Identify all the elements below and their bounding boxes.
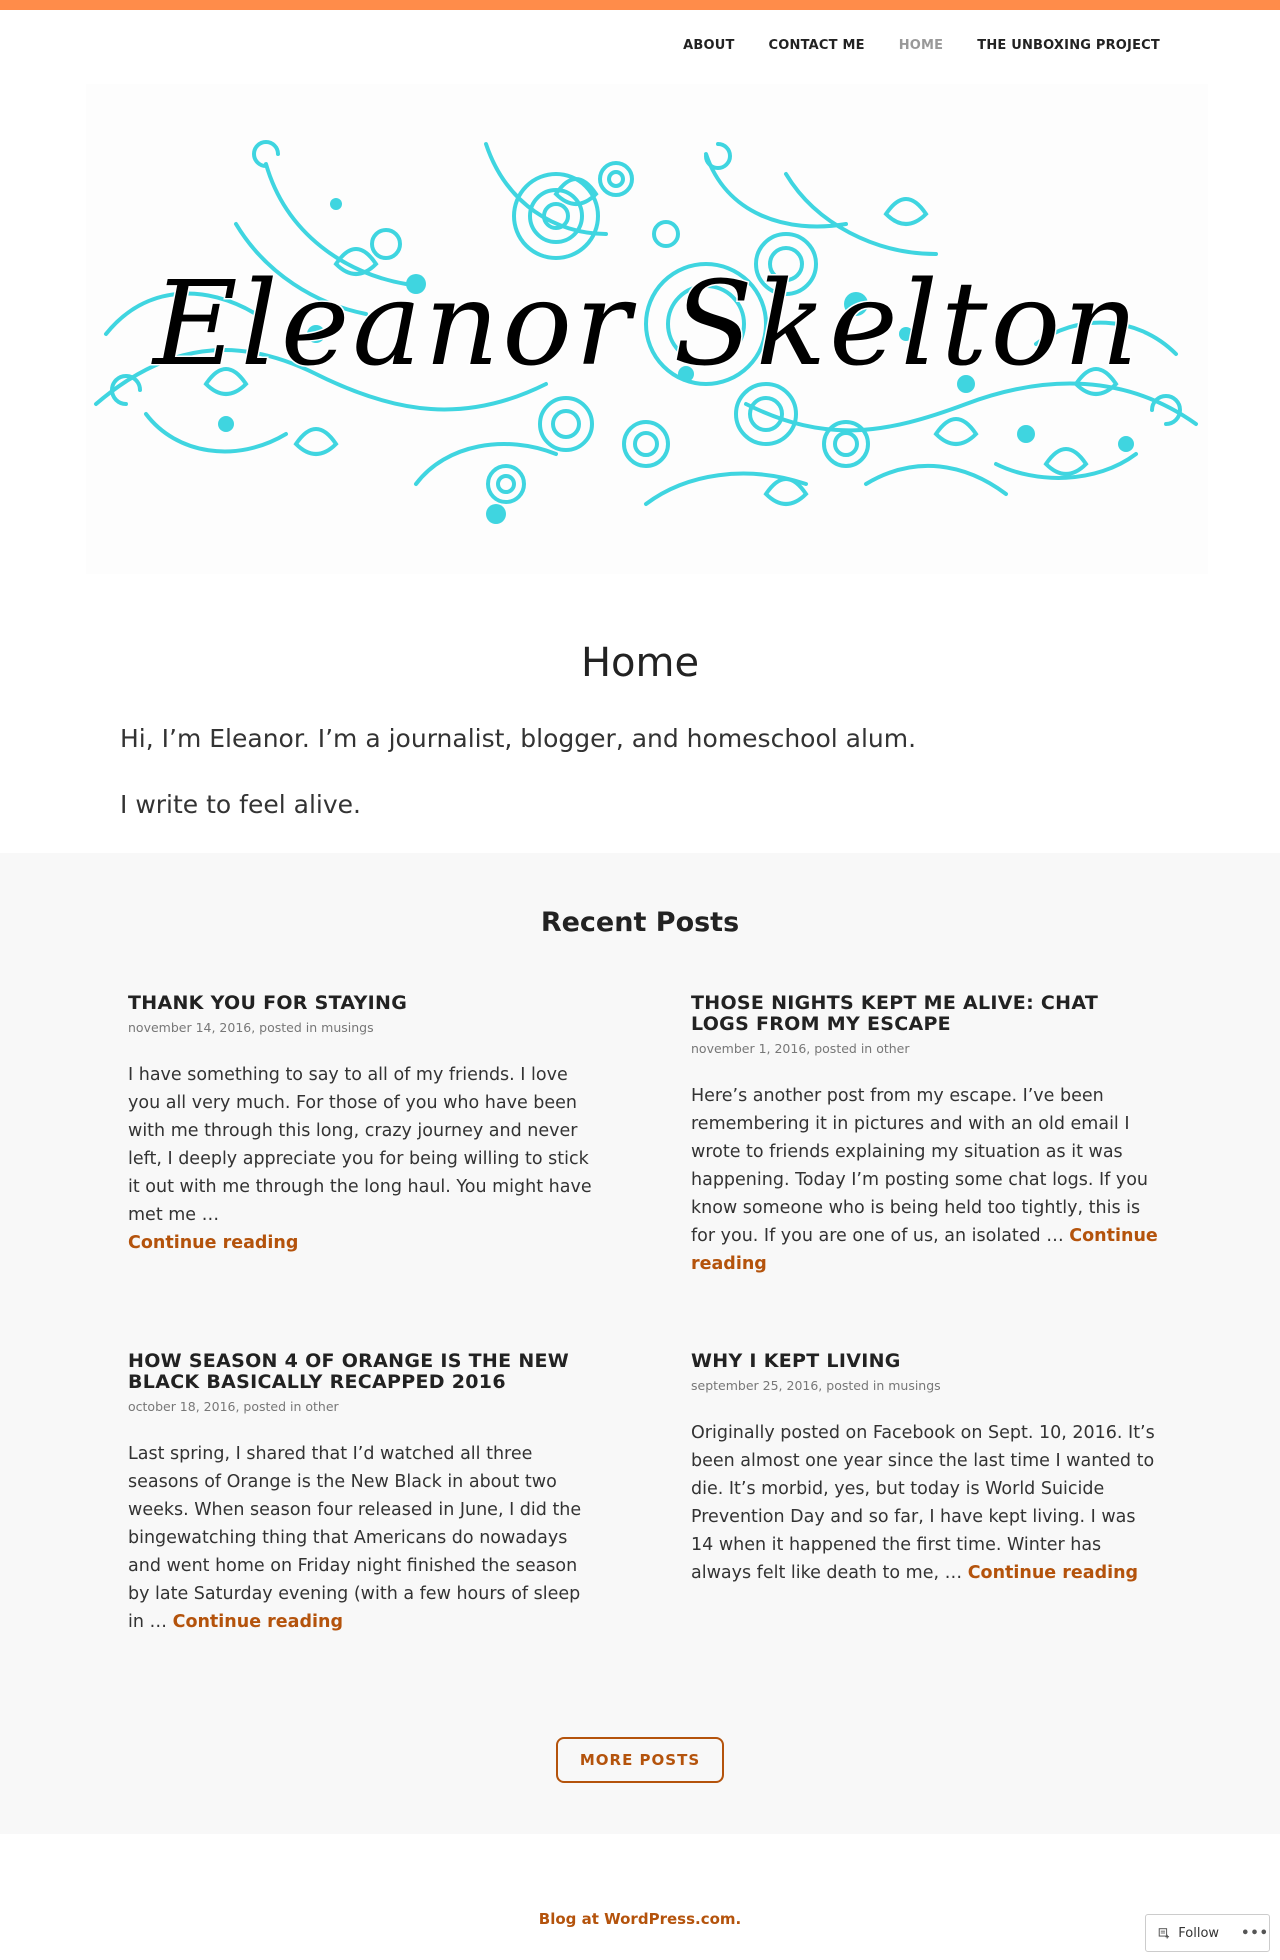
post-meta: november 1, 2016, posted in other bbox=[691, 1041, 910, 1056]
post-meta: november 14, 2016, posted in musings bbox=[128, 1020, 374, 1035]
post-excerpt: Here’s another post from my escape. I’ve been remembering it in pictures and with an old email I wrote to friends explaining my situation as it was happening. Today I’m posting some chat logs. If you know someone who is being held too tightly, this is for you. If you are one of us, an isolated … Continue reading bbox=[691, 1086, 1158, 1274]
post-excerpt: Last spring, I shared that I’d watched all three seasons of Orange is the New Black in about two weeks. When season four released in June, I did the bingewatching thing that Americans do nowadays and went home on Friday night finished the season by late Saturday evening (with a few hours of sleep in … Continue reading bbox=[128, 1444, 582, 1632]
main-navigation bbox=[683, 38, 1160, 53]
recent-posts-heading: Recent Posts bbox=[540, 907, 740, 938]
floral-ornament-image bbox=[86, 84, 1208, 574]
wordpress-follow-icon bbox=[1158, 1923, 1170, 1943]
continue-reading-link[interactable]: Continue reading bbox=[128, 1233, 299, 1253]
post-title[interactable]: THANK YOU FOR STAYING bbox=[128, 992, 408, 1014]
post-title[interactable]: THOSE NIGHTS KEPT ME ALIVE: CHAT LOGS FROM MY ESCAPE bbox=[691, 992, 1099, 1035]
post-card bbox=[691, 1351, 1161, 1587]
intro-text-1: Hi, I’m Eleanor. I’m a journalist, blogger, and homeschool alum. bbox=[120, 724, 917, 753]
nav-item-unboxing-project[interactable]: THE UNBOXING PROJECT bbox=[977, 38, 1160, 53]
site-title[interactable]: Eleanor Skelton bbox=[152, 257, 1142, 392]
continue-reading-link[interactable]: Continue reading bbox=[967, 1563, 1139, 1583]
follow-widget[interactable] bbox=[1145, 1914, 1270, 1952]
page-title: Home bbox=[580, 640, 700, 686]
intro-text-2: I write to feel alive. bbox=[120, 790, 361, 819]
continue-reading-link[interactable]: Continue reading bbox=[691, 1226, 1158, 1274]
nav-item-contact-me[interactable]: CONTACT ME bbox=[768, 38, 865, 53]
post-card bbox=[128, 1351, 598, 1636]
nav-item-home[interactable]: HOME bbox=[898, 38, 944, 53]
post-card bbox=[128, 993, 598, 1257]
post-title[interactable]: HOW SEASON 4 OF ORANGE IS THE NEW BLACK BASICALLY RECAPPED 2016 bbox=[128, 1350, 570, 1393]
more-options-icon[interactable]: ••• bbox=[1241, 1925, 1269, 1941]
post-title[interactable]: WHY I KEPT LIVING bbox=[691, 1350, 901, 1372]
post-meta: october 18, 2016, posted in other bbox=[128, 1399, 339, 1414]
post-card bbox=[691, 993, 1161, 1278]
more-posts-button[interactable]: MORE POSTS bbox=[556, 1737, 724, 1783]
follow-label: Follow bbox=[1178, 1925, 1220, 1941]
accent-top-bar bbox=[0, 0, 1280, 10]
continue-reading-link[interactable]: Continue reading bbox=[172, 1612, 343, 1632]
post-excerpt: I have something to say to all of my friends. I love you all very much. For those of you who have been with me through this long, crazy journey and never left, I deeply appreciate you for being willing to stick it out with me through the long haul. You might have met me … Continue reading bbox=[128, 1065, 592, 1253]
post-excerpt: Originally posted on Facebook on Sept. 10, 2016. It’s been almost one year since the last time I wanted to die. It’s morbid, yes, but today is World Suicide Prevention Day and so far, I have kept living. I was 14 when it happened the first time. Winter has always felt like death to me, … Continue reading bbox=[691, 1423, 1155, 1583]
wordpress-credit-link[interactable]: Blog at WordPress.com. bbox=[538, 1910, 742, 1928]
recent-posts-section bbox=[0, 853, 1280, 1834]
header-banner[interactable] bbox=[86, 84, 1208, 574]
post-meta: september 25, 2016, posted in musings bbox=[691, 1378, 941, 1393]
nav-item-about[interactable]: ABOUT bbox=[683, 38, 735, 53]
